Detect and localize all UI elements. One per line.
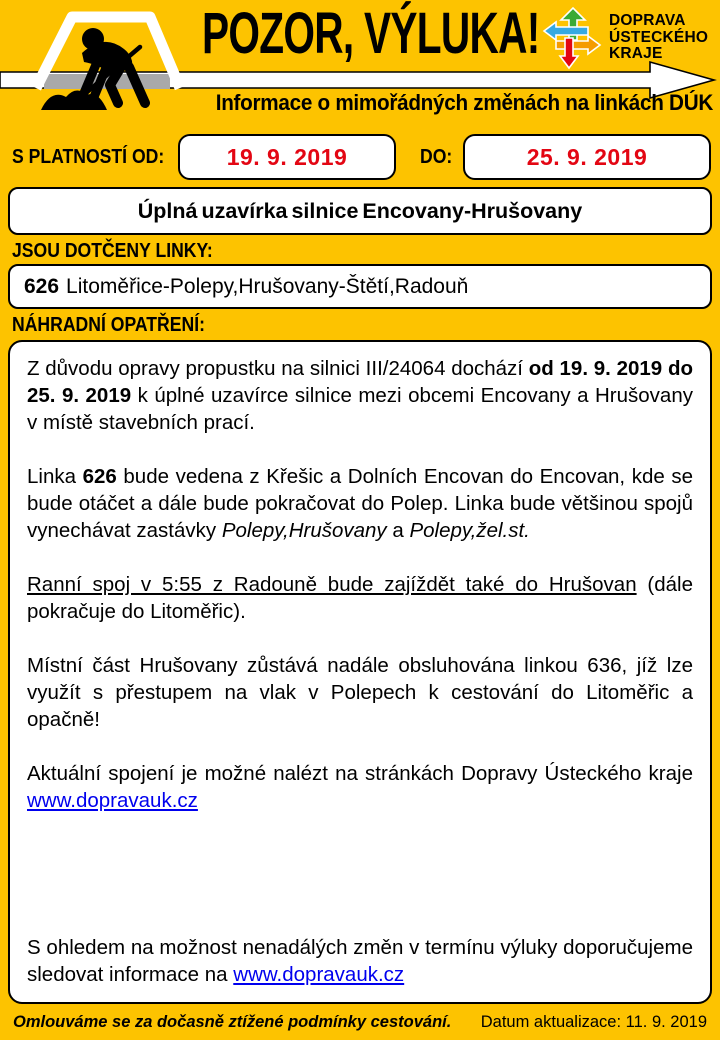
dopravauk-link[interactable]: www.dopravauk.cz <box>233 963 405 986</box>
dopravauk-link[interactable]: www.dopravauk.cz <box>27 789 198 812</box>
affected-line-entry <box>24 275 468 299</box>
measures-box <box>8 340 712 1004</box>
measures-paragraph <box>27 652 693 733</box>
text-segment: S ohledem na možnost nenadálých změn v termínu výluky doporučujeme sledovat informace na <box>27 936 693 986</box>
header-subtitle: Informace o mimořádných změnách na linkách DÚK <box>215 90 713 115</box>
footer <box>0 1004 720 1040</box>
affected-lines-label: JSOU DOTČENY LINKY: <box>12 240 213 262</box>
measures-paragraph <box>27 760 693 814</box>
affected-lines-box <box>8 264 712 309</box>
text-segment: Místní část Hrušovany zůstává nadále obsluhována linkou 636, jíž lze využít s přestupem na vlak v Polepech k cestování do Litoměřic a opačně! <box>27 654 693 731</box>
text-segment: Z důvodu opravy propustku na silnici III/24064 dochází <box>27 357 529 380</box>
text-segment: a <box>386 519 410 542</box>
page-title: POZOR, VÝLUKA! <box>202 1 540 66</box>
duk-logo-text <box>609 13 708 63</box>
roadworks-icon <box>26 10 188 112</box>
text-segment: bude vedena z Křešic a Dolních Encovan do Encovan, kde se bude otáčet a dále bude pokračovat do Polep. Linka bude většinou spojů vynechávat zastávky <box>27 465 693 542</box>
text-segment: Aktuální spojení je možné nalézt na stránkách Dopravy Ústeckého kraje <box>27 762 693 785</box>
duk-logo-line2: ÚSTECKÉHO <box>609 28 709 46</box>
measures-paragraph <box>27 463 693 544</box>
validity-from-label: S PLATNOSTÍ OD: <box>12 146 165 168</box>
validity-to-date: 25. 9. 2019 <box>526 143 648 170</box>
line-route: Litoměřice-Polepy,Hrušovany-Štětí,Radouň <box>66 274 469 298</box>
text-segment: Ranní spoj v 5:55 z Radouně bude zajíždět také do Hrušovan <box>27 573 637 596</box>
text-segment: k úplné uzavírce silnice mezi obcemi Encovany a Hrušovany v místě stavebních prací. <box>27 384 693 434</box>
text-segment: od 19. 9. 2019 do 25. 9. 2019 <box>27 357 693 407</box>
validity-from-date: 19. 9. 2019 <box>226 143 348 170</box>
text-segment: 626 <box>82 465 117 488</box>
duk-logo-icon <box>542 7 604 71</box>
duk-logo-line1: DOPRAVA <box>609 12 686 29</box>
text-segment: Polepy,žel.st. <box>409 519 530 542</box>
text-segment: Polepy,Hrušovany <box>221 519 387 542</box>
measures-label: NÁHRADNÍ OPATŘENÍ: <box>12 314 205 336</box>
duk-logo-line3: KRAJE <box>609 45 663 62</box>
measures-paragraph <box>27 355 693 436</box>
closure-title: Úplná uzavírka silnice Encovany-Hrušovany <box>137 198 583 223</box>
text-segment: (dále pokračuje do Litoměřic). <box>27 573 693 623</box>
validity-to-box <box>463 134 711 180</box>
header-banner <box>0 0 720 128</box>
validity-from-box <box>178 134 396 180</box>
text-segment: Linka <box>27 465 83 488</box>
footer-updated-date: Datum aktualizace: 11. 9. 2019 <box>480 1012 707 1031</box>
bottom-note-paragraph <box>27 934 693 988</box>
measures-paragraph <box>27 571 693 625</box>
line-number: 626 <box>24 274 60 298</box>
footer-apology: Omlouváme se za dočasně ztížené podmínky cestování. <box>13 1012 452 1031</box>
validity-to-label: DO: <box>420 146 453 168</box>
closure-title-box <box>8 187 712 235</box>
